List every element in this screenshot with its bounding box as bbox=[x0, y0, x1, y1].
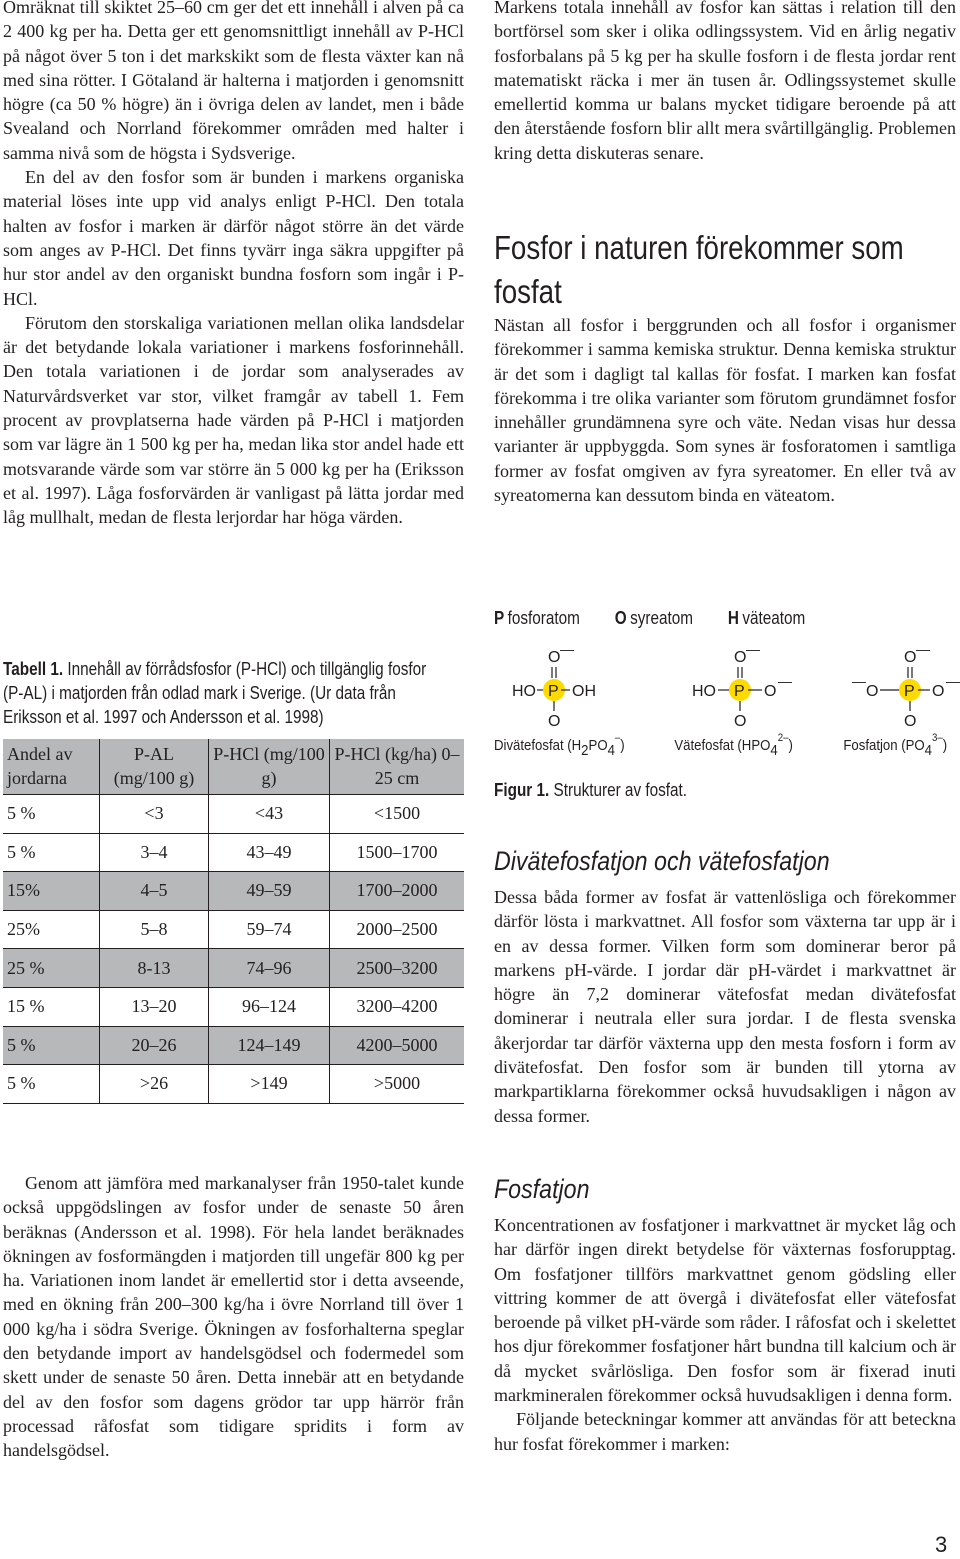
body-paragraph: Omräknat till skiktet 25–60 cm ger det ett innehåll i alven på ca 2 400 kg per ha. Detta ger ett genomsnittligt innehåll av P-HCl på något över 5 ton i det markskikt som de flesta växter kan nå med sina rötter. I Götaland är halterna i matjorden i genomsnitt högre (ca 50 % högre) än i övriga delen av landet, men i både Svealand och Norrland förekommer områden med halter i samma nivå som de högsta i Sydsverige. bbox=[3, 0, 464, 163]
body-paragraph: Genom att jämföra med markanalyser från 1950-talet kunde också uppgödslingen av fosfor under de senaste 50 åren beräknas (Andersson et al. 1998). För hela landet beräknades ökningen av fosformängden i matjorden till ungefär 800 kg per ha. Variationen inom landet är emellertid stor i detta avseende, med en ökning från 200–300 kg/ha i övre Norrland till över 1 000 kg/ha i södra Sverige. Ökningen av fosforhalterna speglar den betydande import av handelsgödsel och fodermedel som skett under de senaste 50 åren. Detta innebär att en betydande del av den fosfor som dagens grödor tar upp härrör från processad råfosfat som tidigare spridits i form av handelsgödsel. bbox=[3, 1173, 464, 1461]
fosfor-section-text bbox=[494, 313, 956, 507]
svg-text:O: O bbox=[764, 683, 777, 700]
fosfatjon-section-text bbox=[494, 1213, 956, 1456]
body-paragraph: Nästan all fosfor i berggrunden och all fosfor i organismer förekommer i samma kemiska struktur. Denna kemiska struktur är det som i dagligt tal kallas för fosfat. I marken kan fosfat förekomma i tre olika varianter som förutom grundämnet fosfor innehåller grundämnena syre och väte. Nedan visas hur dessa varianter är uppbyggda. Som synes är fosforatomen i samtliga former av fosfat omgiven av fyra syreatomer. En eller två av syreatomerna kan dessutom binda en väteatom. bbox=[494, 315, 956, 506]
table-cell: 3200–4200 bbox=[330, 987, 465, 1026]
table-cell: <43 bbox=[209, 795, 330, 834]
legend-item-h: H väteatom bbox=[727, 608, 806, 628]
table-cell: 13–20 bbox=[100, 987, 209, 1026]
table-cell: 20–26 bbox=[100, 1026, 209, 1065]
structure-phosphate-ion bbox=[843, 641, 960, 758]
figure-legend bbox=[494, 606, 836, 630]
table-cell: 1700–2000 bbox=[330, 872, 465, 911]
svg-text:O: O bbox=[904, 713, 917, 730]
table-header-row bbox=[3, 739, 464, 795]
table-cell: 3–4 bbox=[100, 833, 209, 872]
section-heading: Fosfor i naturen förekommer som fosfat bbox=[494, 229, 904, 310]
figure-caption-text: Strukturer av fosfat. bbox=[549, 780, 688, 800]
left-column-bottom bbox=[3, 1171, 464, 1463]
svg-text:P: P bbox=[904, 683, 915, 700]
table-cell: 59–74 bbox=[209, 910, 330, 949]
structure-hydrogen-phosphate bbox=[674, 641, 792, 758]
phosphate-structures-figure bbox=[494, 640, 960, 770]
table-cell: 5–8 bbox=[100, 910, 209, 949]
figure-caption bbox=[494, 778, 687, 802]
section-heading: Divätefosfatjon och vätefosfatjon bbox=[494, 846, 830, 876]
svg-text:—: — bbox=[852, 673, 866, 689]
table-cell: 4200–5000 bbox=[330, 1026, 465, 1065]
table-cell: 5 % bbox=[3, 833, 100, 872]
table-caption-label: Tabell 1. bbox=[3, 659, 64, 679]
table-cell: <1500 bbox=[330, 795, 465, 834]
body-paragraph: En del av den fosfor som är bunden i markens organiska material löses inte upp vid analys enligt P-HCl. Den totala halten av fosfor i marken är därför något större än det värde som anges av P-HCl. Det finns tyvärr inga säkra uppgifter på hur stor andel av den organiskt bundna fosforn som ingår i P-HCl. bbox=[3, 167, 464, 309]
table-cell: 5 % bbox=[3, 795, 100, 834]
page-number: 3 bbox=[935, 1532, 948, 1557]
body-paragraph: Koncentrationen av fosfatjoner i markvattnet är mycket låg och har därför ingen direkt betydelse för växternas fosforupptag. Om fosfatjoner tillförs markvattnet genom gödsling eller vittring kommer de att övergå i divätefosfat eller vätefosfat beroende på vilket pH-värde som råder. I råfosfat och i skelettet hos djur förekommer fosfatjoner hårt bundna till kalcium och är då mycket svårlösliga. Den fosfor som är fixerad inuti markmineralen förekommer också huvudsakligen i denna form. bbox=[494, 1215, 956, 1406]
header-pal: P-AL (mg/100 g) bbox=[100, 739, 209, 795]
table-cell: 5 % bbox=[3, 1065, 100, 1104]
table-cell: 1500–1700 bbox=[330, 833, 465, 872]
table-cell: 74–96 bbox=[209, 949, 330, 988]
table-row bbox=[3, 1065, 464, 1104]
svg-text:—: — bbox=[916, 641, 930, 657]
table-cell: 124–149 bbox=[209, 1026, 330, 1065]
phosphorus-table bbox=[3, 739, 464, 1104]
table-caption bbox=[3, 657, 445, 729]
section-heading: Fosfatjon bbox=[494, 1174, 590, 1204]
structure-dihydrogen-phosphate bbox=[494, 641, 625, 758]
table-row bbox=[3, 795, 464, 834]
svg-text:O: O bbox=[734, 713, 747, 730]
body-paragraph: Markens totala innehåll av fosfor kan sättas i relation till den bortförsel som sker i olika odlingssystem. Vid en årlig negativ fosforbalans på 5 kg per ha skulle fosforn i de flesta jordar rent matematiskt räcka i mer än tusen år. Odlingssystemet skulle emellertid komma ur balans mycket tidigare beroende på att den återstående fosforn blir allt mera svårtillgänglig. Problemen kring detta diskuteras senare. bbox=[494, 0, 956, 163]
structure-label: Divätefosfat (H2PO4–) bbox=[494, 732, 625, 759]
svg-text:—: — bbox=[778, 673, 792, 689]
body-paragraph: Förutom den storskaliga variationen mellan olika landsdelar är det betydande lokala variationer i markens fosforinnehåll. Den totala variationen i de jordar som analyserades av Naturvårdsverket var stor, vilket framgår av tabell 1. Fem procent av provplatserna hade värden på P-HCl i matjorden som var lägre än 1 500 kg per ha, medan lika stor andel hade ett motsvarande värde som var större än 5 000 kg per ha (Eriksson et al. 1997). Låga fosforvärden är vanligast på lätta jordar med låg mullhalt, medan de flesta lerjordar har höga värden. bbox=[3, 312, 464, 528]
atom-o: O bbox=[548, 649, 561, 666]
legend-item-p: P fosforatom bbox=[494, 608, 580, 628]
table-cell: 25% bbox=[3, 910, 100, 949]
svg-text:HO: HO bbox=[692, 683, 716, 700]
table-cell: 49–59 bbox=[209, 872, 330, 911]
svg-text:O: O bbox=[904, 649, 917, 666]
table-cell: 43–49 bbox=[209, 833, 330, 872]
table-cell: <3 bbox=[100, 795, 209, 834]
table-caption-text: Innehåll av förrådsfosfor (P-HCl) och tillgänglig fosfor (P-AL) i matjorden från odlad mark i Sverige. (Ur data från Eriksson et al. 1997 och Andersson et al. 1998) bbox=[3, 659, 427, 727]
atom-p: P bbox=[548, 683, 559, 700]
figure-caption-label: Figur 1. bbox=[494, 780, 550, 800]
right-intro bbox=[494, 0, 956, 165]
table-cell: 15% bbox=[3, 872, 100, 911]
header-share: Andel av jordarna bbox=[3, 739, 100, 795]
atom-o: O bbox=[548, 713, 561, 730]
svg-text:O: O bbox=[932, 683, 945, 700]
legend-item-o: O syreatom bbox=[614, 608, 694, 628]
left-column-top bbox=[3, 0, 464, 530]
svg-text:—: — bbox=[746, 641, 760, 657]
table-cell: >149 bbox=[209, 1065, 330, 1104]
table-row bbox=[3, 987, 464, 1026]
header-phcl-kg: P-HCl (kg/ha) 0–25 cm bbox=[330, 739, 465, 795]
svg-text:O: O bbox=[866, 683, 879, 700]
table-cell: 2000–2500 bbox=[330, 910, 465, 949]
structure-label: Vätefosfat $(HPO4^{2-})$ bbox=[674, 732, 793, 759]
table-cell: 5 % bbox=[3, 1026, 100, 1065]
table-cell: 15 % bbox=[3, 987, 100, 1026]
charge-minus: — bbox=[560, 641, 574, 657]
table-cell: >26 bbox=[100, 1065, 209, 1104]
svg-text:O: O bbox=[734, 649, 747, 666]
structure-label: Fosfatjon $(PO4^{3-})$ bbox=[843, 732, 948, 759]
table-cell: 4–5 bbox=[100, 872, 209, 911]
table-row bbox=[3, 1026, 464, 1065]
atom-ho: HO bbox=[512, 683, 536, 700]
svg-text:P: P bbox=[734, 683, 745, 700]
table-body bbox=[3, 795, 464, 1104]
body-paragraph: Dessa båda former av fosfat är vattenlösliga och förekommer därför lösta i markvattnet. All fosfor som växterna tar upp är i en av dessa former. Vilken form som dominerar beror på markens pH-värde. I jordar där pH-värdet i markvattnet är högre än 7,2 dominerar vätefosfat medan divätefosfat dominerar i neutrala eller sura jordar. I de flesta svenska åkerjordar tar därför växterna upp den mesta fosforn i form av divätefosfat. Den fosfor som är bunden till ytorna av markpartiklarna förekommer också huvudsakligen i någon av dessa former. bbox=[494, 887, 956, 1126]
table-row bbox=[3, 872, 464, 911]
divate-section-text bbox=[494, 885, 956, 1128]
table-row bbox=[3, 949, 464, 988]
table-cell: 8-13 bbox=[100, 949, 209, 988]
header-phcl-mg: P-HCl (mg/100 g) bbox=[209, 739, 330, 795]
table-cell: 2500–3200 bbox=[330, 949, 465, 988]
table-cell: 96–124 bbox=[209, 987, 330, 1026]
table-cell: 25 % bbox=[3, 949, 100, 988]
table-row bbox=[3, 833, 464, 872]
svg-text:—: — bbox=[946, 673, 960, 689]
table-row bbox=[3, 910, 464, 949]
body-paragraph: Följande beteckningar kommer att användas för att beteckna hur fosfat förekommer i marken: bbox=[494, 1409, 956, 1454]
table-cell: >5000 bbox=[330, 1065, 465, 1104]
atom-oh: OH bbox=[572, 683, 596, 700]
